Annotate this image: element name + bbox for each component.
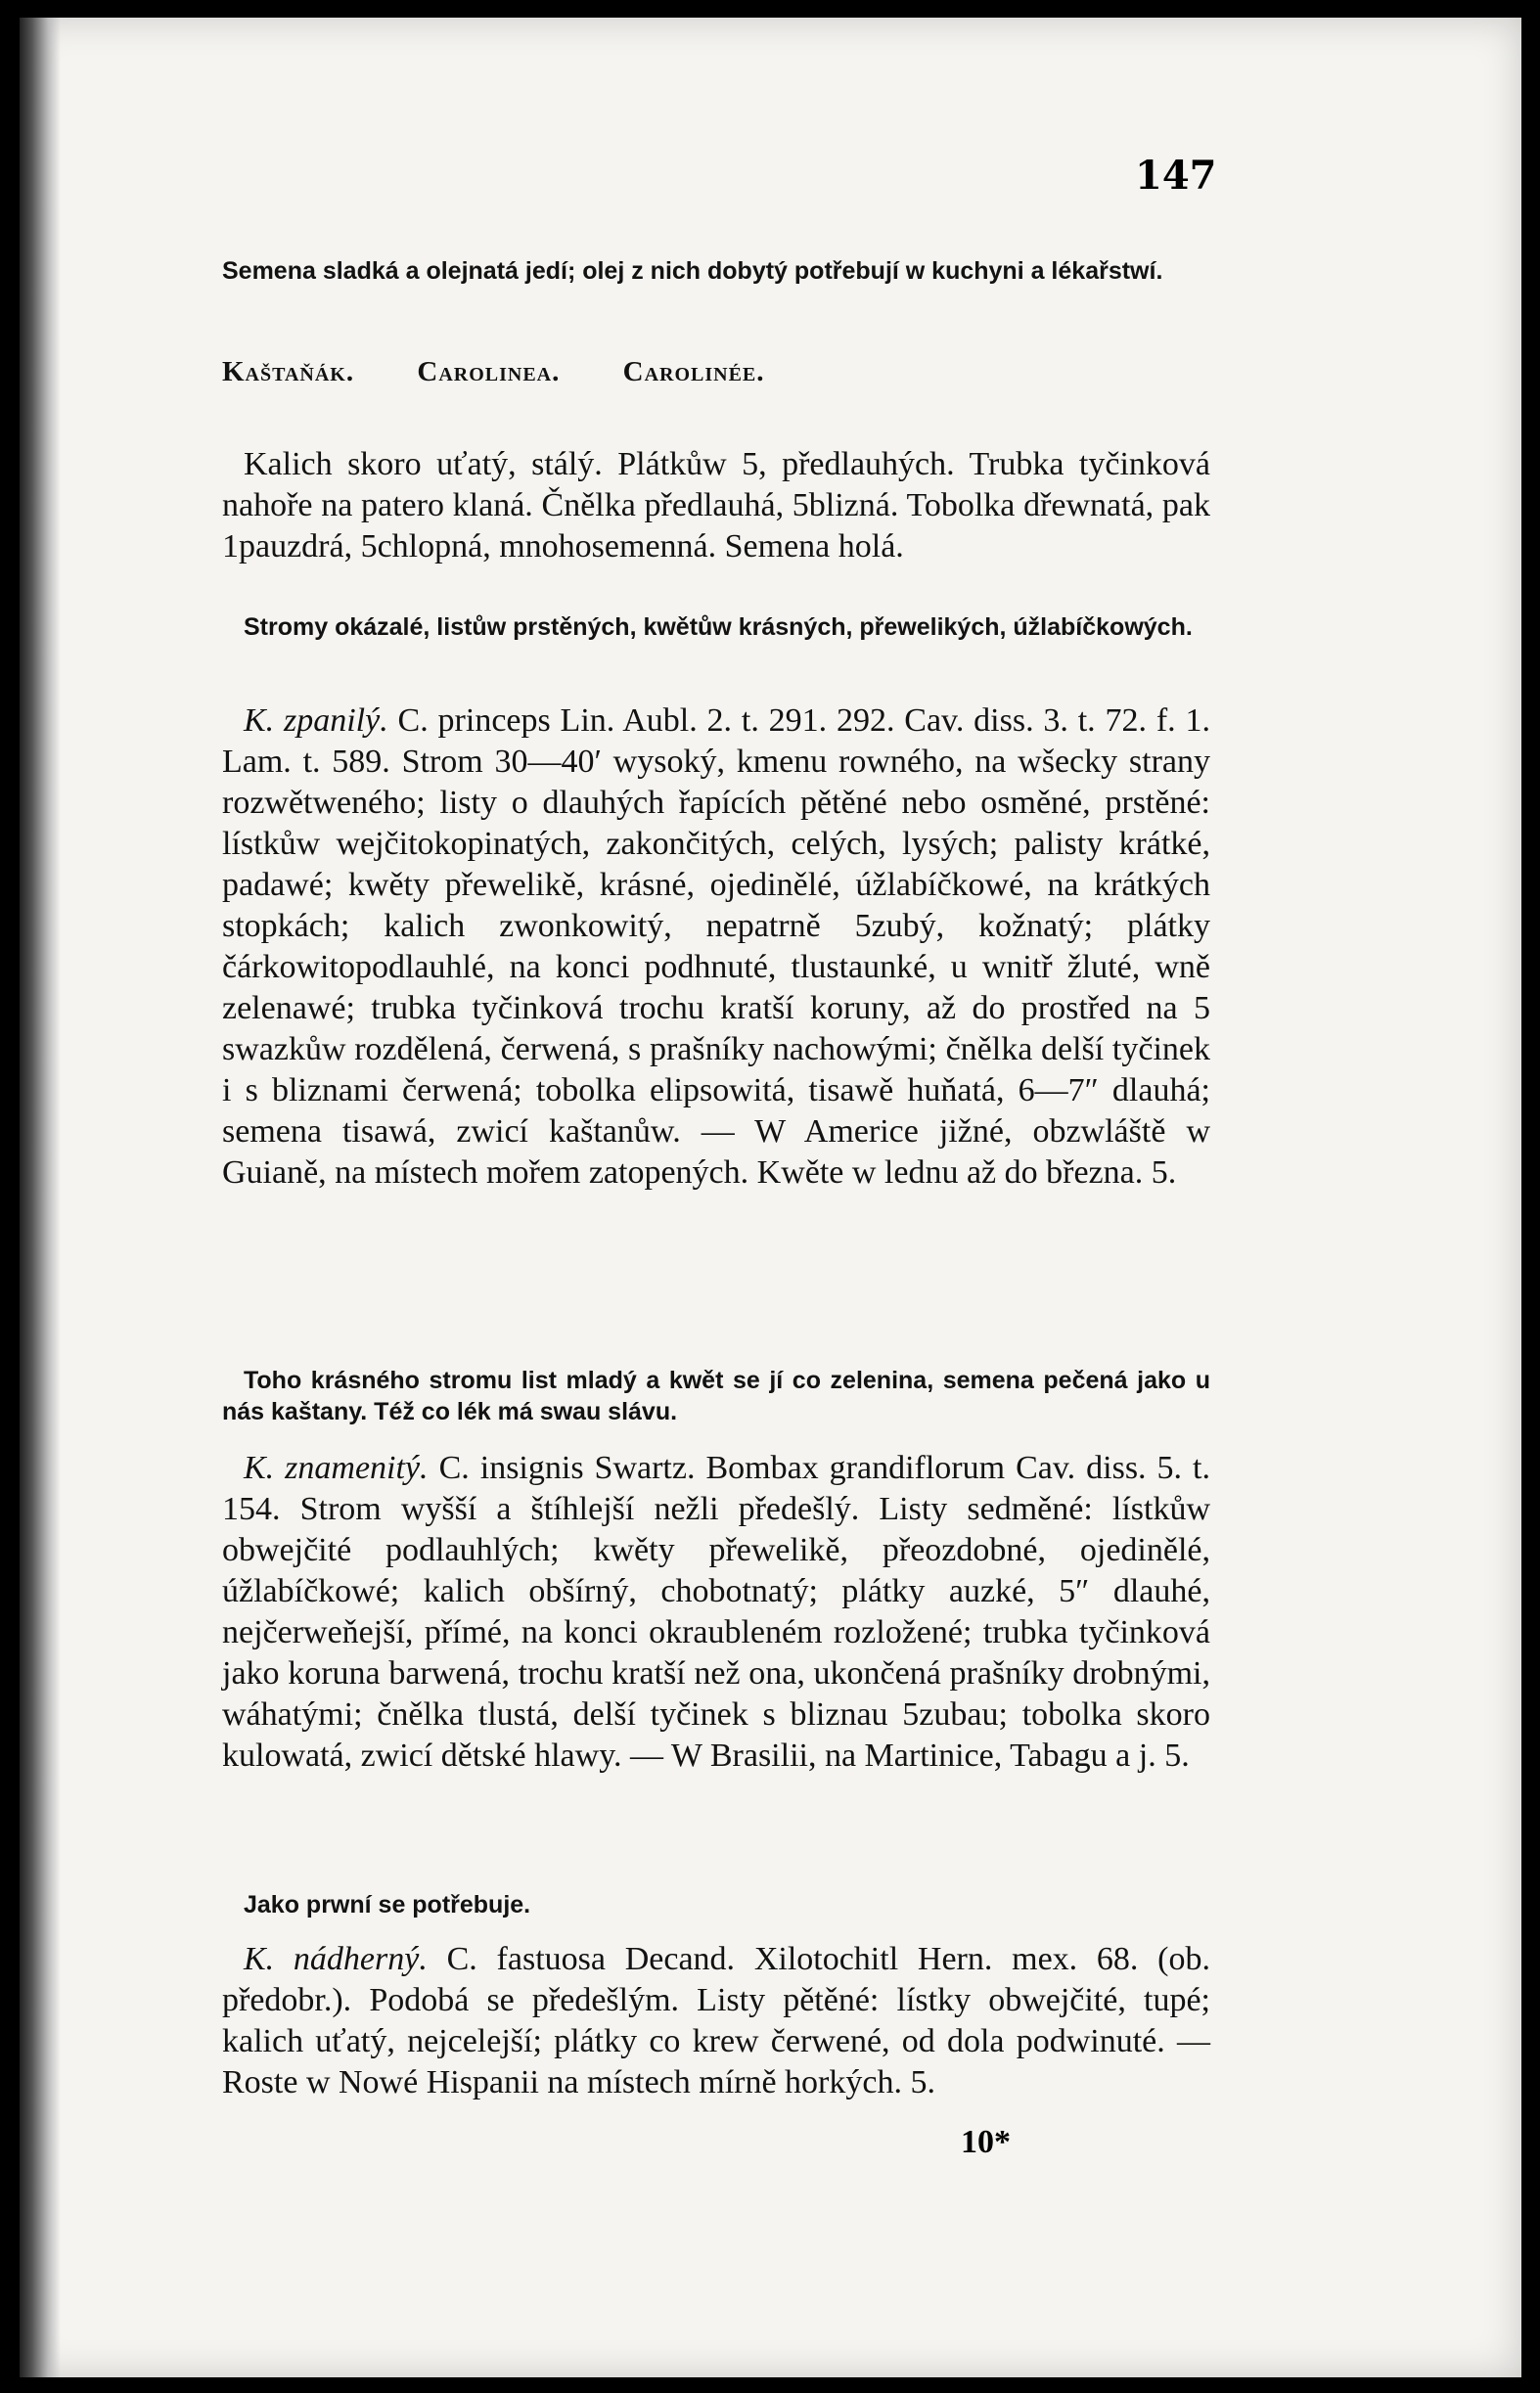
- printer-signature: 10*: [961, 2124, 1011, 2160]
- species-2-name: K. znamenitý.: [244, 1450, 429, 1486]
- species-1-text: C. princeps Lin. Aubl. 2. t. 291. 292. Cav. diss. 3. t. 72. f. 1. Lam. t. 589. Strom 30—40′ wysoký, kmenu rowného, na wšecky strany rozwětweného; listy o dlauhých řapících pětěné nebo osměné, prstěné: lístkůw wejčitokopinatých, zakončitých, celých, lysých; palisty krátké, padawé; kwěty přewelikě, krásné, ojedinělé, úžlabíčkowé, na krátkých stopkách; kalich zwonkowitý, nepatrně 5zubý, kožnatý; plátky čárkowitopodlauhlé, na konci podhnuté, tlustaunké, u wnitř žluté, wně zelenawé; trubka tyčinková trochu kratší koruny, až do prostřed na 5 swazkůw rozdělená, čerwená, s prašníky nachowými; čnělka delší tyčinek i s bliznami čerwená; tobolka elipsowitá, tisawě huňatá, 6—7″ dlauhá; semena tisawá, zwicí kaštanůw. — W Americe jižné, obzwláště w Guianě, na místech mořem zatopených. Kwěte w lednu až do března. 5.: [222, 702, 1210, 1191]
- species-3-text: C. fastuosa Decand. Xilotochitl Hern. mex. 68. (ob. předobr.). Podobá se předešlým. Listy pětěné: lístky obwejčité, tupé; kalich uťatý, nejcelejší; plátky co krew čerwené, od dola podwinuté. — Roste w Nowé Hispanii na místech mírně horkých. 5.: [222, 1941, 1211, 2100]
- page-number: 147: [1135, 153, 1217, 199]
- page-gutter-shadow: [20, 18, 61, 2377]
- species-2-note: Jako prwní se potřebuje.: [244, 1891, 531, 1919]
- species-entry-3: [222, 1939, 1210, 2103]
- species-2-text: C. insignis Swartz. Bombax grandiflorum Cav. diss. 5. t. 154. Strom wyšší a štíhlejší nežli předešlý. Listy sedměné: lístkůw obwejčité podlauhlých; kwěty přewelikě, přeozdobné, ojedinělé, úžlabíčkowé; kalich obšírný, chobotnatý; plátky auzké, 5″ dlauhé, nejčerweňejší, přímé, na konci okraubleném rozložené; trubka tyčinková jako koruna barwená, trochu kratší než ona, ukončená prašníky drobnými, wáhatými; čnělka tlustá, delší tyčinek s bliznau 5zubau; tobolka skoro kulowatá, zwicí dětské hlawy. — W Brasilii, na Martinice, Tabagu a j. 5.: [222, 1450, 1211, 1774]
- heading-french: Carolinée.: [622, 356, 765, 387]
- species-3-name: K. nádherný.: [244, 1941, 428, 1977]
- heading-latin: Carolinea.: [417, 356, 561, 387]
- intro-paragraph: Semena sladká a olejnatá jedí; olej z nich dobytý potřebují w kuchyni a lékařstwí.: [222, 257, 1163, 285]
- species-entry-1: [222, 700, 1210, 1194]
- species-entry-2: [222, 1448, 1210, 1777]
- genus-description: Kalich skoro uťatý, stálý. Plátkůw 5, předlauhých. Trubka tyčinková nahoře na patero klaná. Čnělka předlauhá, 5blizná. Tobolka dřewnatá, pak 1pauzdrá, 5chlopná, mnohosemenná. Semena holá.: [222, 446, 1210, 564]
- genus-note: Stromy okázalé, listůw prstěných, kwětůw krásných, přewelikých, úžlabíčkowých.: [244, 613, 1193, 641]
- book-page: [20, 18, 1521, 2377]
- genus-heading: [222, 356, 1210, 388]
- species-1-name: K. zpanilý.: [244, 702, 388, 739]
- heading-czech: Kaštaňák.: [222, 356, 355, 387]
- species-1-note: Toho krásného stromu list mladý a kwět se jí co zelenina, semena pečená jako u nás kaštany. Též co lék má swau slávu.: [222, 1367, 1210, 1425]
